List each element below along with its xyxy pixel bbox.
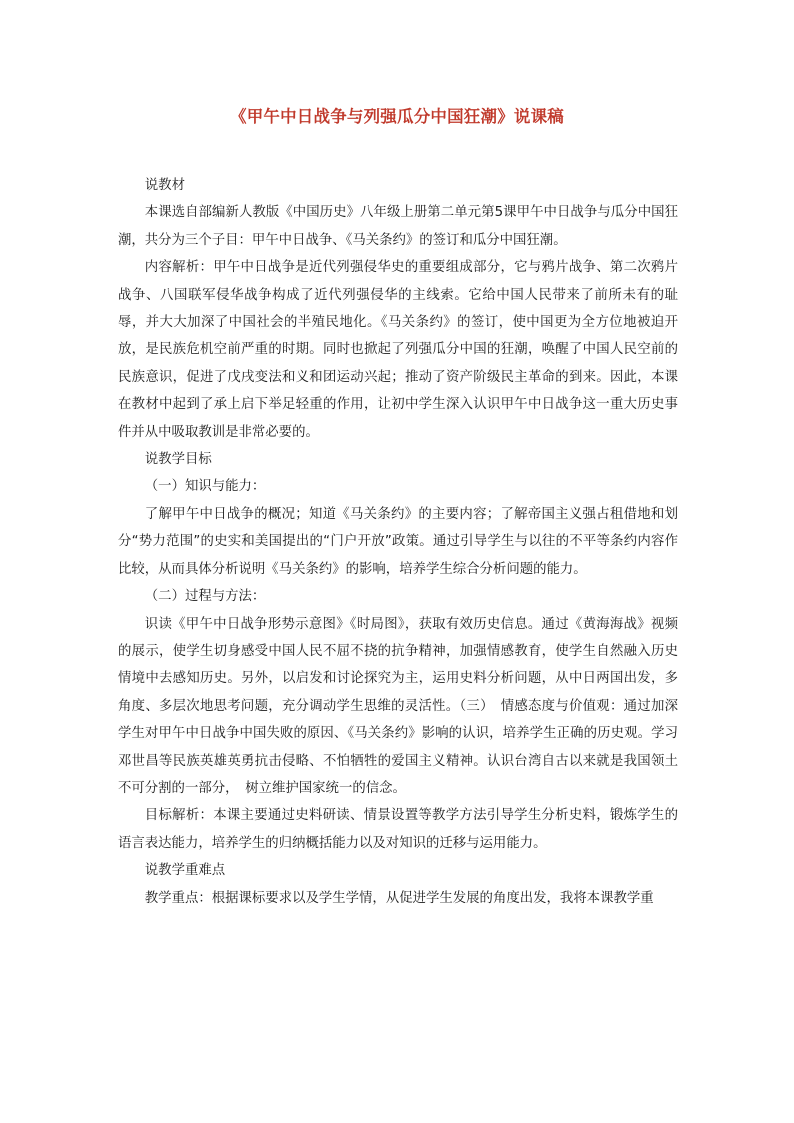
paragraph-objective-analysis: 目标解析：本课主要通过史料研读、情景设置等教学方法引导学生分析史料，锻炼学生的语言表达能力，培养学生的归纳概括能力以及对知识的迁移与运用能力。 xyxy=(118,808,678,851)
paragraph-process-method: 识读《甲午中日战争形势示意图》《时局图》，获取有效历史信息。通过《黄海海战》视频的展示，使学生切身感受中国人民不屈不挠的抗争精神，加强情感教育，使学生自然融入历史情境中去感知历史。另外，以启发和讨论探究为主，运用史料分析问题，从中日两国出发，多角度、多层次地思考问题，充分调动学生思维的灵活性。（三） 情感态度与价值观：通过加深学生对甲午中日战争中国失败的原因、《马关条约》影响的认识，培养学生正确的历史观。学习邓世昌等民族英雄英勇抗击侵略、不怕牺牲的爱国主义精神。认识台湾自古以来就是我国领土不可分割的一部分， 树立维护国家统一的信念。 xyxy=(118,616,678,796)
section-heading-objectives: 说教学目标 xyxy=(144,452,212,468)
paragraph-knowledge-ability: 了解甲午中日战争的概况；知道《马关条约》的主要内容；了解帝国主义强占租借地和划分“势力范围”的史实和美国提出的“门户开放”政策。通过引导学生与以往的不平等条约内容作比较，从而具体分析说明《马关条约》的影响，培养学生综合分析问题的能力。 xyxy=(118,506,678,577)
section-heading-key-points: 说教学重难点 xyxy=(144,863,226,879)
paragraph-key-points: 教学重点：根据课标要求以及学生学情，从促进学生发展的角度出发，我将本课教学重 xyxy=(144,890,654,906)
paragraph-textbook-intro: 本课选自部编新人教版《中国历史》八年级上册第二单元第5课甲午中日战争与瓜分中国狂潮，共分为三个子目：甲午中日战争、《马关条约》的签订和瓜分中国狂潮。 xyxy=(118,205,678,248)
subheading-knowledge-ability: （一）知识与能力： xyxy=(144,479,266,495)
subheading-process-method: （二）过程与方法： xyxy=(144,589,266,605)
document-body xyxy=(118,172,678,912)
section-heading-textbook: 说教材 xyxy=(144,178,185,193)
document-title: 《甲午中日战争与列强瓜分中国狂潮》说课稿 xyxy=(230,107,564,126)
paragraph-content-analysis: 内容解析：甲午中日战争是近代列强侵华史的重要组成部分，它与鸦片战争、第二次鸦片战争、八国联军侵华战争构成了近代列强侵华的主线索。它给中国人民带来了前所未有的耻辱，并大大加深了中国社会的半殖民地化。《马关条约》的签订，使中国更为全方位地被迫开放，是民族危机空前严重的时期。同时也掀起了列强瓜分中国的狂潮，唤醒了中国人民空前的民族意识，促进了戊戌变法和义和团运动兴起；推动了资产阶级民主革命的到来。因此，本课在教材中起到了承上启下举足轻重的作用，让初中学生深入认识甲午中日战争这一重大历史事件并从中吸取教训是非常必要的。 xyxy=(118,260,678,440)
